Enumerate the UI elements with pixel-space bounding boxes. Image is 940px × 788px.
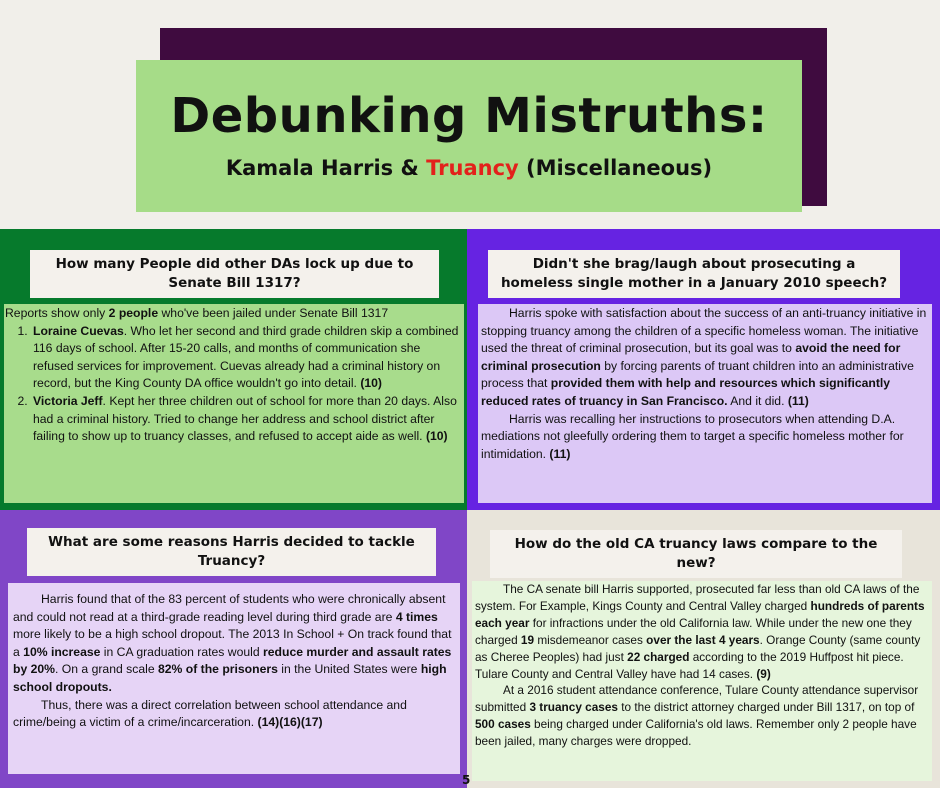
- answer-box-4: [472, 581, 932, 781]
- text-span: misdemeanor cases: [534, 632, 647, 647]
- text-span: by forcing parents of truant children into an administrative process that: [481, 358, 914, 391]
- text-span: Thus, there was a direct correlation between school attendance and crime/being a victim of a crime/incarceration.: [13, 697, 407, 730]
- text-span: . On a grand scale: [55, 662, 158, 677]
- text-span: being charged under California's old laws. Remember only 2 people have been jailed, many charges were dropped.: [475, 717, 917, 749]
- intro-text-end: who've been jailed under Senate Bill 1317: [158, 306, 389, 320]
- answer-3-paragraph-1: [13, 591, 455, 697]
- answer-3-paragraph-2: [13, 697, 455, 732]
- header-card: [136, 60, 802, 212]
- text-span: Harris was recalling her instructions to prosecutors when attending D.A. mediations not gleefully ordering them to target a specific homeless mother for intimidation.: [481, 411, 904, 461]
- subtitle-suffix: (Miscellaneous): [518, 156, 713, 180]
- bold-span: provided them with help and resources which significantly reduced rates of truancy in San Francisco.: [481, 376, 891, 408]
- question-box-1: [30, 250, 439, 298]
- answer-box-1: [4, 304, 464, 503]
- bold-span: 500 cases: [475, 717, 531, 732]
- text-span: in the United States were: [277, 662, 421, 677]
- question-box-3: [27, 528, 436, 576]
- item-ref: (10): [425, 429, 448, 444]
- item-ref: (10): [360, 376, 382, 391]
- bold-span: reduce murder and assault rates by 20%: [13, 644, 452, 677]
- text-span: according to the 2019 Huffpost hit piece. Tulare County and Central Valley have had 14 cases.: [475, 649, 904, 681]
- item-text: . Who let her second and third grade children skip a combined 116 days of school. After 15-20 calls, and months of communication she refused services for improvement. Cuevas already had a criminal history on record, but the King County DA office wouldn't go into detail.: [33, 323, 459, 391]
- answer-4-paragraph-2: [475, 682, 929, 750]
- text-span: Harris found that of the 83 percent of students who were chronically absent and could not read at a third-grade reading level during third grade are: [13, 592, 446, 624]
- bold-span: 82% of the prisoners: [158, 662, 278, 677]
- intro-text: Reports show only: [5, 306, 109, 320]
- bold-span: 22 charged: [627, 649, 690, 664]
- text-span: for infractions under the old California law. While under the new one they charged: [475, 615, 912, 647]
- text-span: . Orange County (same county as Cheree Peoples) had just: [475, 632, 921, 664]
- jailed-list: [31, 323, 461, 446]
- answer-4-paragraph-1: [475, 581, 929, 682]
- bold-span: 4 times: [395, 609, 438, 624]
- question-box-2: [488, 250, 900, 298]
- question-3-text: What are some reasons Harris decided to tackle Truancy?: [48, 534, 415, 569]
- answer-box-3: [8, 583, 460, 774]
- bold-span: high school dropouts.: [13, 662, 447, 694]
- answer-2-paragraph-1: [481, 305, 929, 411]
- question-box-4: [490, 530, 902, 578]
- bold-span: hundreds of parents each year: [475, 598, 925, 630]
- intro-bold: 2 people: [108, 306, 159, 320]
- citation: (11): [787, 393, 809, 408]
- citation: (14)(16)(17): [257, 715, 323, 730]
- bold-span: 3 truancy cases: [529, 700, 618, 715]
- answer-2-paragraph-2: [481, 411, 929, 464]
- text-span: in CA graduation rates would: [100, 644, 264, 659]
- item-name: Victoria Jeff: [33, 393, 103, 408]
- item-name: Loraine Cuevas: [33, 323, 124, 338]
- page-subtitle: [136, 156, 802, 180]
- page-title: Debunking Mistruths:: [170, 88, 768, 144]
- text-span: to the district attorney charged under Bill 1317, on top of: [617, 700, 915, 715]
- bold-span: over the last 4 years: [646, 632, 760, 647]
- subtitle-prefix: Kamala Harris &: [225, 156, 427, 180]
- item-text: . Kept her three children out of school for more than 20 days. Also had a criminal history. Tried to change her address and school district after failing to show up to truancy classes, and refused to accept aide as well.: [33, 393, 457, 444]
- subtitle-highlight: Truancy: [426, 156, 519, 180]
- answer-1-intro: [5, 305, 461, 323]
- question-4-text: How do the old CA truancy laws compare to the new?: [514, 536, 878, 571]
- citation: (9): [756, 666, 771, 681]
- list-item: [31, 323, 461, 393]
- text-span: more likely to be a high school dropout. The 2013 In School + On track found that a: [13, 627, 452, 659]
- question-2-text: Didn't she brag/laugh about prosecuting a homeless single mother in a January 2010 speech?: [500, 256, 888, 291]
- text-span: At a 2016 student attendance conference, Tulare County attendance supervisor submitted: [475, 683, 919, 715]
- text-span: Harris spoke with satisfaction about the success of an anti-truancy initiative in stopping truancy among the children of a specific homeless woman. The initiative used the threat of criminal prosecution, but its goal was to: [481, 306, 927, 356]
- bold-span: avoid the need for criminal prosecution: [481, 341, 901, 373]
- bold-span: 19: [520, 632, 535, 647]
- page-number: 5: [462, 773, 471, 787]
- list-item: [31, 393, 461, 446]
- bold-span: 10% increase: [23, 644, 101, 659]
- question-1-text: How many People did other DAs lock up due to Senate Bill 1317?: [55, 256, 414, 291]
- answer-box-2: [478, 304, 932, 503]
- text-span: The CA senate bill Harris supported, prosecuted far less than old CA laws of the system. For Example, Kings County and Central Valley charged: [475, 582, 920, 613]
- text-span: And it did.: [727, 393, 788, 408]
- citation: (11): [549, 446, 571, 461]
